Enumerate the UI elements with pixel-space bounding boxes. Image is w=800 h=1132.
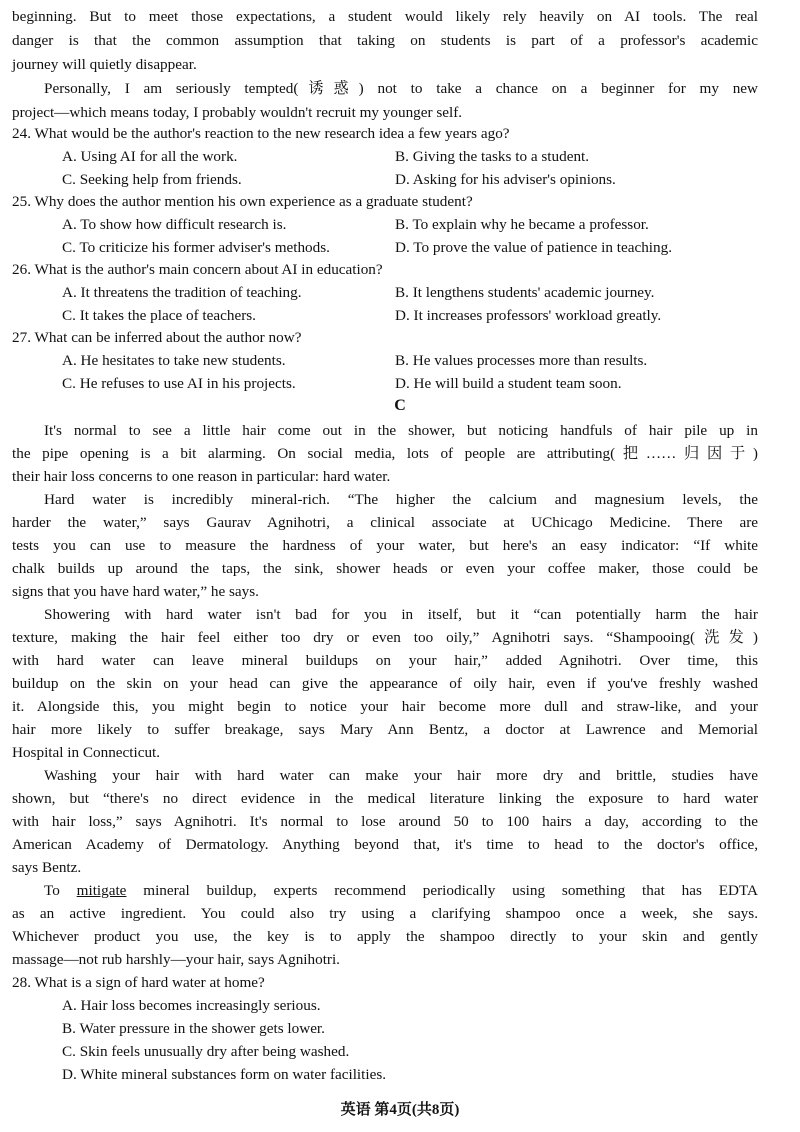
- option: D. It increases professors' workload greatly.: [395, 307, 662, 324]
- text-line: American Academy of Dermatology. Anything beyond that, it's time to head to the doctor's office,: [12, 836, 758, 853]
- underlined-word: mitigate: [76, 882, 127, 899]
- option: A. Using AI for all the work.: [62, 148, 238, 165]
- text-line: journey will quietly disappear.: [12, 56, 197, 73]
- text-line: Whichever product you use, the key is to apply the shampoo directly to your skin and gently: [12, 928, 758, 945]
- option: A. It threatens the tradition of teaching.: [62, 284, 302, 301]
- text-line: their hair loss concerns to one reason in particular: hard water.: [12, 468, 391, 485]
- option: C. To criticize his former adviser's methods.: [62, 239, 330, 256]
- text-line: tests you can use to measure the hardness of your water, but here's an easy indicator: “If white: [12, 537, 758, 554]
- text-line: Hospital in Connecticut.: [12, 744, 161, 761]
- text-line: says Bentz.: [12, 859, 82, 876]
- option: B. Water pressure in the shower gets lower.: [62, 1020, 325, 1037]
- text-line: shown, but “there's no direct evidence in the medical literature linking the exposure to hard water: [12, 790, 758, 807]
- option: A. Hair loss becomes increasingly serious.: [62, 997, 321, 1014]
- option: A. He hesitates to take new students.: [62, 352, 286, 369]
- text-line: project—which means today, I probably wouldn't recruit my younger self.: [12, 104, 463, 121]
- question-stem: 28. What is a sign of hard water at home?: [12, 974, 265, 991]
- option: B. He values processes more than results.: [395, 352, 648, 369]
- question-stem: 25. Why does the author mention his own experience as a graduate student?: [12, 193, 473, 210]
- option: C. He refuses to use AI in his projects.: [62, 375, 296, 392]
- page-footer: 英语 第4页(共8页): [340, 1102, 460, 1118]
- question-stem: 24. What would be the author's reaction to the new research idea a few years ago?: [12, 125, 510, 142]
- option: C. Skin feels unusually dry after being washed.: [62, 1043, 350, 1060]
- option: B. Giving the tasks to a student.: [395, 148, 590, 165]
- text-line: [44, 880, 758, 902]
- option: A. To show how difficult research is.: [62, 216, 287, 233]
- text-line: Washing your hair with hard water can make your hair more dry and brittle, studies have: [44, 767, 758, 784]
- text-line: beginning. But to meet those expectations, a student would likely rely heavily on AI tools. The real: [12, 8, 758, 25]
- text-line: buildup on the skin on your head can give the appearance of oily hair, even if you've freshly washed: [12, 675, 758, 692]
- text-line: Personally, I am seriously tempted(诱惑) not to take a chance on a beginner for my new: [44, 80, 758, 97]
- text-line: chalk builds up around the taps, the sink, shower heads or even your coffee maker, those could be: [12, 560, 758, 577]
- option: D. He will build a student team soon.: [395, 375, 622, 392]
- text-fragment: mineral buildup, experts recommend periodically using something that has EDTA: [126, 882, 758, 899]
- option: D. Asking for his adviser's opinions.: [395, 171, 616, 188]
- text-fragment: To: [44, 882, 77, 899]
- text-line: signs that you have hard water,” he says.: [12, 583, 259, 600]
- option: B. It lengthens students' academic journey.: [395, 284, 655, 301]
- option: C. It takes the place of teachers.: [62, 307, 256, 324]
- text-line: Showering with hard water isn't bad for you in itself, but it “can potentially harm the hair: [44, 606, 758, 623]
- section-title: C: [394, 397, 406, 414]
- text-line: the pipe opening is a bit alarming. On social media, lots of people are attributing(把……归因于): [12, 445, 758, 462]
- text-line: with hair loss,” says Agnihotri. It's normal to lose around 50 to 100 hairs a day, according to the: [12, 813, 758, 830]
- text-line: as an active ingredient. You could also try using a clarifying shampoo once a week, she says.: [12, 905, 758, 922]
- option: D. White mineral substances form on water facilities.: [62, 1066, 387, 1083]
- option: B. To explain why he became a professor.: [395, 216, 649, 233]
- text-line: texture, making the hair feel either too dry or even too oily,” Agnihotri says. “Shampooing(洗发): [12, 629, 758, 646]
- text-line: massage—not rub harshly—your hair, says Agnihotri.: [12, 951, 340, 968]
- text-line: it. Alongside this, you might begin to notice your hair become more dull and straw-like, and your: [12, 698, 758, 715]
- text-line: with hard water can leave mineral buildups on your hair,” added Agnihotri. Over time, this: [12, 652, 758, 669]
- text-line: danger is that the common assumption that taking on students is part of a professor's academic: [12, 32, 758, 49]
- text-line: It's normal to see a little hair come out in the shower, but noticing handfuls of hair pile up in: [44, 422, 758, 439]
- text-line: Hard water is incredibly mineral-rich. “The higher the calcium and magnesium levels, the: [44, 491, 758, 508]
- option: C. Seeking help from friends.: [62, 171, 242, 188]
- option: D. To prove the value of patience in teaching.: [395, 239, 672, 256]
- text-line: hair more likely to suffer breakage, says Mary Ann Bentz, a doctor at Lawrence and Memorial: [12, 721, 758, 738]
- question-stem: 26. What is the author's main concern about AI in education?: [12, 261, 383, 278]
- text-line: harder the water,” says Gaurav Agnihotri, a clinical associate at UChicago Medicine. There are: [12, 514, 758, 531]
- question-stem: 27. What can be inferred about the author now?: [12, 329, 302, 346]
